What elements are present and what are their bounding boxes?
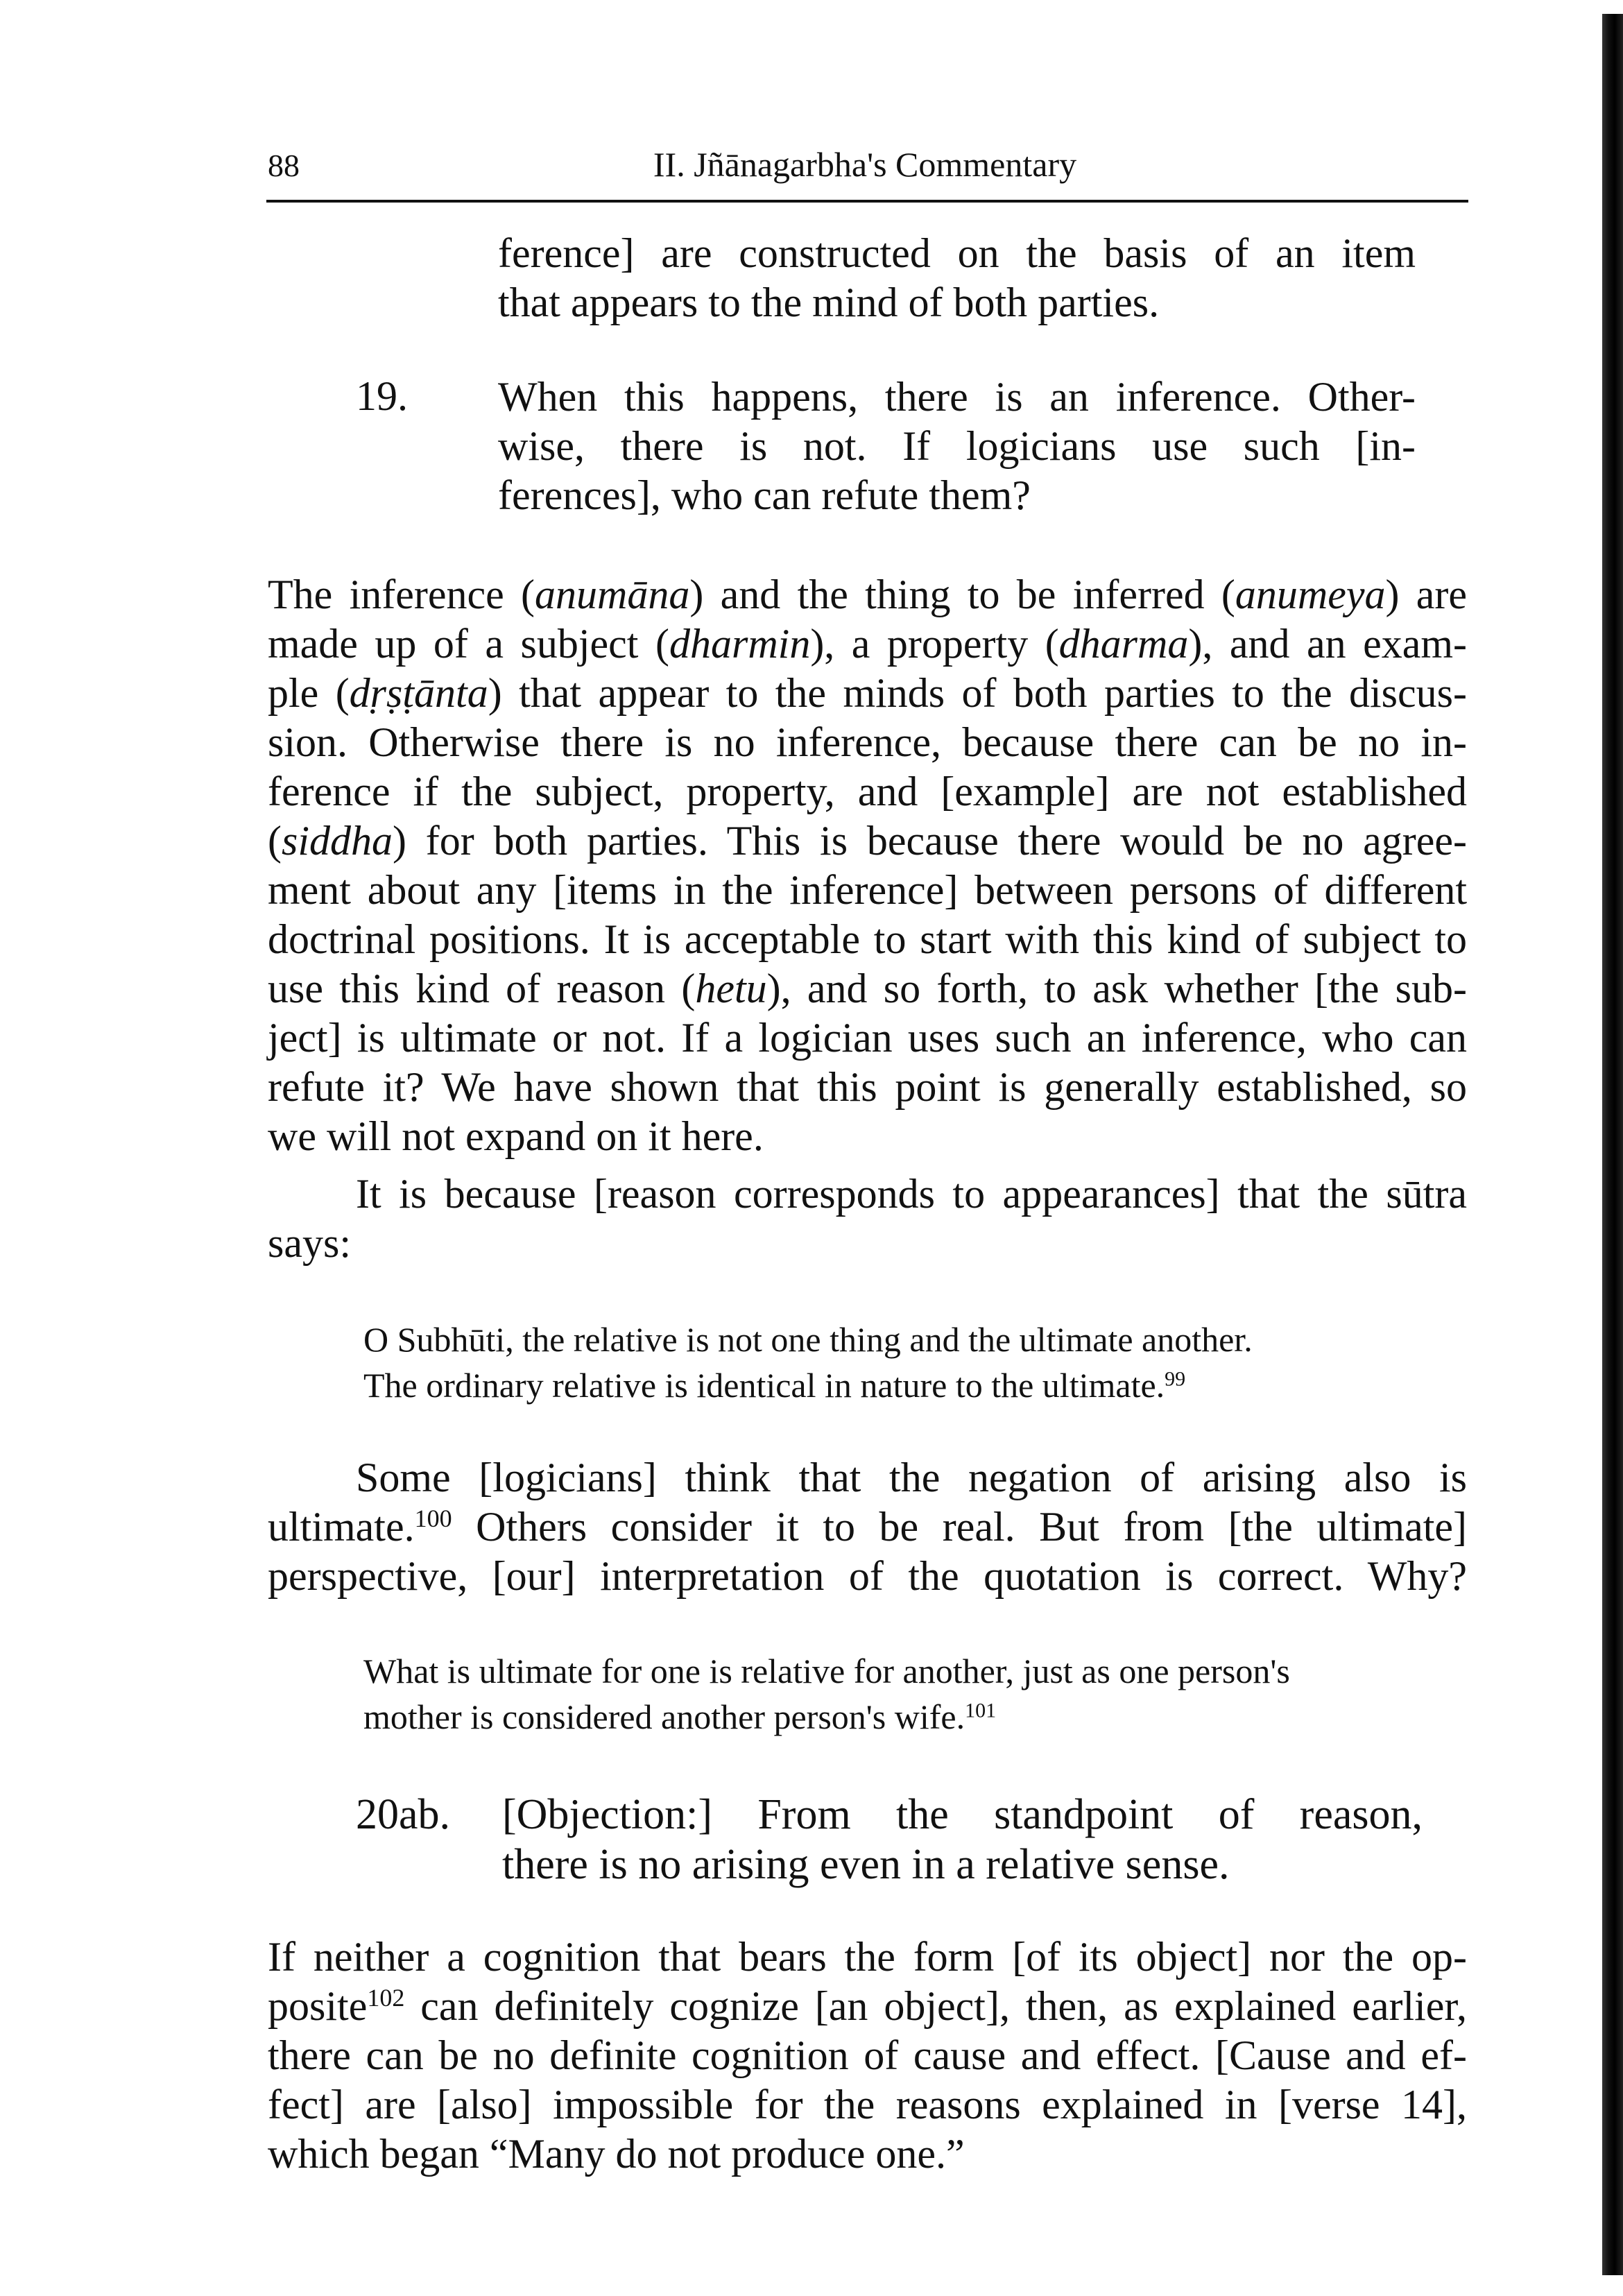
text-line bbox=[268, 1112, 1467, 1161]
text-line bbox=[268, 767, 1467, 816]
text-run: that appears to the mind of both parties. bbox=[498, 280, 1160, 325]
text-line bbox=[363, 1362, 1418, 1408]
italic-term: dṛṣṭānta bbox=[349, 670, 488, 716]
text-run: ) are bbox=[1385, 572, 1468, 617]
text-run: The ordinary relative is identical in nature to the ultimate. bbox=[363, 1366, 1165, 1405]
italic-term: dharma bbox=[1058, 621, 1189, 667]
text-run: doctrinal positions. It is acceptable to start with this kind of subject to bbox=[268, 916, 1467, 962]
text-run: ) for both parties. This is because there would be no agree- bbox=[393, 818, 1467, 864]
text-line bbox=[268, 2130, 1467, 2179]
commentary-paragraph bbox=[268, 1933, 1467, 2179]
text-run: there is no arising even in a relative sense. bbox=[502, 1841, 1230, 1888]
text-run: ), and an exam- bbox=[1188, 621, 1468, 667]
text-line bbox=[498, 372, 1416, 422]
text-run: which began “Many do not produce one.” bbox=[268, 2131, 965, 2177]
text-line bbox=[268, 816, 1467, 866]
text-run: fect] are [also] impossible for the reasons explained in [verse 14], bbox=[268, 2082, 1467, 2127]
text-line bbox=[268, 1552, 1467, 1601]
italic-term: anumāna bbox=[535, 572, 690, 617]
italic-term: dharmin bbox=[669, 621, 811, 667]
text-line bbox=[268, 570, 1467, 619]
text-line bbox=[363, 1694, 1418, 1740]
text-run: Some [logicians] think that the negation of arising also is bbox=[356, 1455, 1467, 1500]
text-run: ( bbox=[268, 818, 282, 864]
text-run: It is because [reason corresponds to appearances] that the sūtra bbox=[356, 1171, 1467, 1217]
text-run: ple ( bbox=[268, 670, 350, 716]
text-run: ) that appear to the minds of both parties to the discus- bbox=[488, 670, 1467, 716]
text-run: O Subhūti, the relative is not one thing and the ultimate another. bbox=[363, 1320, 1253, 1359]
italic-term: hetu bbox=[695, 966, 767, 1011]
verse-20ab bbox=[502, 1790, 1423, 1890]
text-run: posite bbox=[268, 1983, 368, 2029]
text-line bbox=[268, 669, 1467, 718]
page-number: 88 bbox=[268, 148, 300, 183]
italic-term: anumeya bbox=[1235, 572, 1386, 617]
text-run: If neither a cognition that bears the form [of its object] nor the op- bbox=[268, 1934, 1467, 1980]
text-run: The inference ( bbox=[268, 572, 535, 617]
text-line bbox=[268, 1933, 1467, 1982]
text-line bbox=[268, 1453, 1467, 1502]
text-line bbox=[268, 1502, 1467, 1552]
text-line bbox=[363, 1648, 1418, 1694]
text-run: can definitely cognize [an object], then, as explained earlier, bbox=[404, 1983, 1467, 2029]
text-run: ment about any [items in the inference] between persons of different bbox=[268, 867, 1467, 913]
footnote-ref: 101 bbox=[965, 1699, 997, 1722]
text-run: [Objection:] From the standpoint of reason, bbox=[502, 1791, 1423, 1838]
running-title: II. Jñānagarbha's Commentary bbox=[653, 145, 1077, 184]
text-run: there can be no definite cognition of cause and effect. [Cause and ef- bbox=[268, 2032, 1467, 2078]
block-quote bbox=[363, 1317, 1418, 1408]
verse-19 bbox=[498, 372, 1416, 520]
text-line bbox=[268, 1219, 1467, 1268]
text-run: When this happens, there is an inference. Other- bbox=[498, 374, 1416, 420]
text-line bbox=[502, 1790, 1423, 1840]
text-run: says: bbox=[268, 1220, 351, 1266]
text-line bbox=[268, 2031, 1467, 2080]
text-line bbox=[268, 1982, 1467, 2031]
text-line bbox=[498, 229, 1416, 278]
italic-term: siddha bbox=[281, 818, 393, 864]
commentary-paragraph bbox=[268, 1170, 1467, 1268]
text-run: sion. Otherwise there is no inference, because there can be no in- bbox=[268, 719, 1467, 765]
verse-number: 19. bbox=[356, 373, 408, 419]
footnote-ref: 102 bbox=[367, 1984, 405, 2012]
text-run: use this kind of reason ( bbox=[268, 966, 696, 1011]
text-line bbox=[498, 471, 1416, 520]
header-rule bbox=[266, 200, 1468, 203]
text-line bbox=[268, 915, 1467, 964]
text-run: ), and so forth, to ask whether [the sub- bbox=[766, 966, 1467, 1011]
text-line bbox=[268, 866, 1467, 915]
text-run: ferences], who can refute them? bbox=[498, 472, 1031, 518]
text-run: refute it? We have shown that this point is generally established, so bbox=[268, 1064, 1467, 1110]
text-run: ject] is ultimate or not. If a logician uses such an inference, who can bbox=[268, 1015, 1467, 1061]
text-run: ), a property ( bbox=[810, 621, 1059, 667]
text-line bbox=[268, 1013, 1467, 1063]
verse-18-continuation bbox=[498, 229, 1416, 327]
footnote-ref: 100 bbox=[414, 1505, 452, 1533]
text-line bbox=[268, 2080, 1467, 2130]
text-run: perspective, [our] interpretation of the quotation is correct. Why? bbox=[268, 1553, 1467, 1599]
text-run: we will not expand on it here. bbox=[268, 1113, 764, 1159]
block-quote bbox=[363, 1648, 1418, 1740]
footnote-ref: 99 bbox=[1165, 1367, 1186, 1391]
text-line bbox=[268, 964, 1467, 1013]
text-line bbox=[498, 278, 1416, 327]
text-run: wise, there is not. If logicians use such [in- bbox=[498, 423, 1416, 469]
text-line bbox=[498, 422, 1416, 471]
text-run: What is ultimate for one is relative for another, just as one person's bbox=[363, 1652, 1290, 1690]
commentary-paragraph bbox=[268, 570, 1467, 1161]
text-line bbox=[502, 1840, 1423, 1890]
text-line bbox=[268, 718, 1467, 767]
text-line bbox=[268, 1170, 1467, 1219]
verse-number: 20ab. bbox=[356, 1791, 451, 1838]
text-run: Others consider it to be real. But from [the ultimate] bbox=[452, 1504, 1467, 1550]
text-run: ultimate. bbox=[268, 1504, 415, 1550]
text-run: ference] are constructed on the basis of an item bbox=[498, 230, 1416, 276]
text-run: made up of a subject ( bbox=[268, 621, 669, 667]
page-edge-shadow bbox=[1602, 14, 1623, 2275]
text-line bbox=[268, 1063, 1467, 1112]
text-run: ference if the subject, property, and [example] are not established bbox=[268, 769, 1467, 814]
text-line bbox=[363, 1317, 1418, 1362]
text-line bbox=[268, 619, 1467, 669]
text-run: mother is considered another person's wife. bbox=[363, 1697, 965, 1736]
text-run: ) and the thing to be inferred ( bbox=[689, 572, 1235, 617]
commentary-paragraph bbox=[268, 1453, 1467, 1601]
